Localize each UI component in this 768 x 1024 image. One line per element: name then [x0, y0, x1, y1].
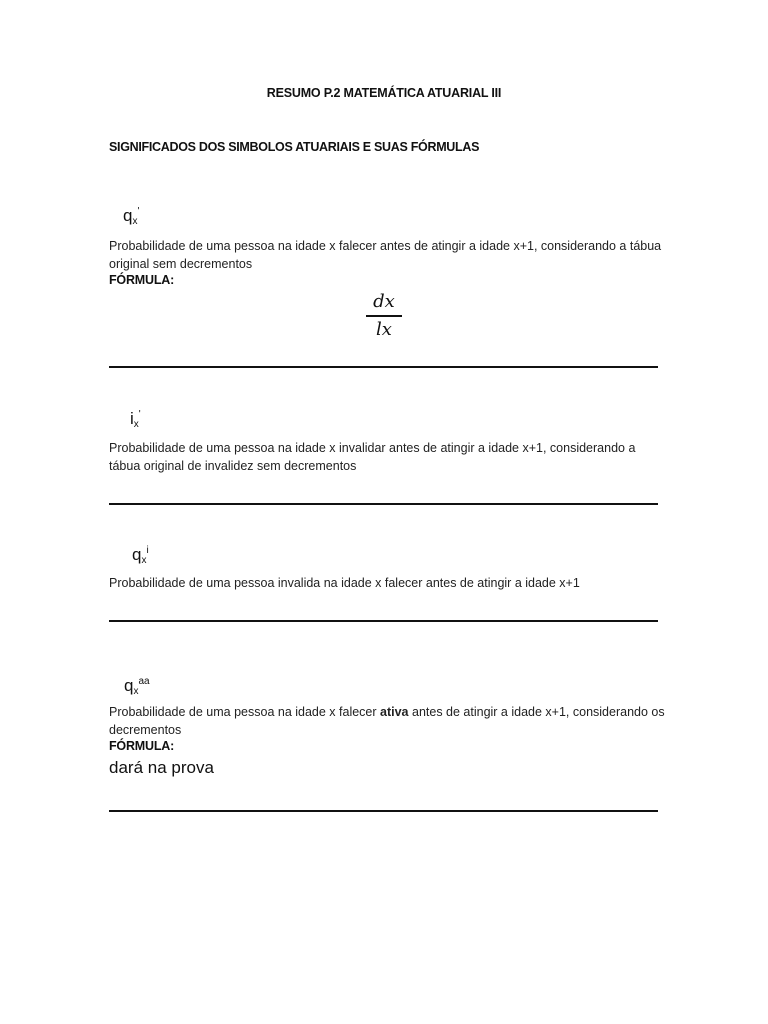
fraction-bar — [366, 315, 402, 317]
symbol-qx-i: $q_x^i$ — [132, 545, 149, 566]
symbol-qx-aa: $q_x^{aa}$ — [124, 676, 150, 697]
formula-label: FÓRMULA: — [109, 273, 175, 287]
formula-denominator: lx — [376, 318, 392, 340]
formula-fraction — [360, 290, 408, 342]
symbol-description: Probabilidade de uma pessoa na idade x falecer ativa antes de atingir a idade x+1, considerando os decrementos — [109, 705, 665, 737]
symbol-description: Probabilidade de uma pessoa na idade x invalidar antes de atingir a idade x+1, considerando a tábua original de invalidez sem decrementos — [109, 441, 636, 473]
formula-label: FÓRMULA: — [109, 739, 175, 753]
section-divider — [109, 503, 658, 505]
section-heading: SIGNIFICADOS DOS SIMBOLOS ATUARIAIS E SUAS FÓRMULAS — [109, 140, 480, 154]
emphasis-ativa: ativa — [380, 705, 409, 719]
formula-text: dará na prova — [109, 758, 214, 777]
formula-numerator: dx — [373, 291, 395, 312]
symbol-description: Probabilidade de uma pessoa na idade x falecer antes de atingir a idade x+1, considerando a tábua original sem decrementos — [109, 239, 662, 271]
symbol-ix-prime: $i_x'$ — [130, 409, 141, 430]
document-title: RESUMO P.2 MATEMÁTICA ATUARIAL III — [266, 86, 502, 100]
symbol-qx-prime: $q_x'$ — [123, 206, 140, 227]
section-divider — [109, 810, 658, 812]
section-divider — [109, 366, 658, 368]
symbol-description: Probabilidade de uma pessoa invalida na idade x falecer antes de atingir a idade x+1 — [109, 576, 580, 590]
section-divider — [109, 620, 658, 622]
